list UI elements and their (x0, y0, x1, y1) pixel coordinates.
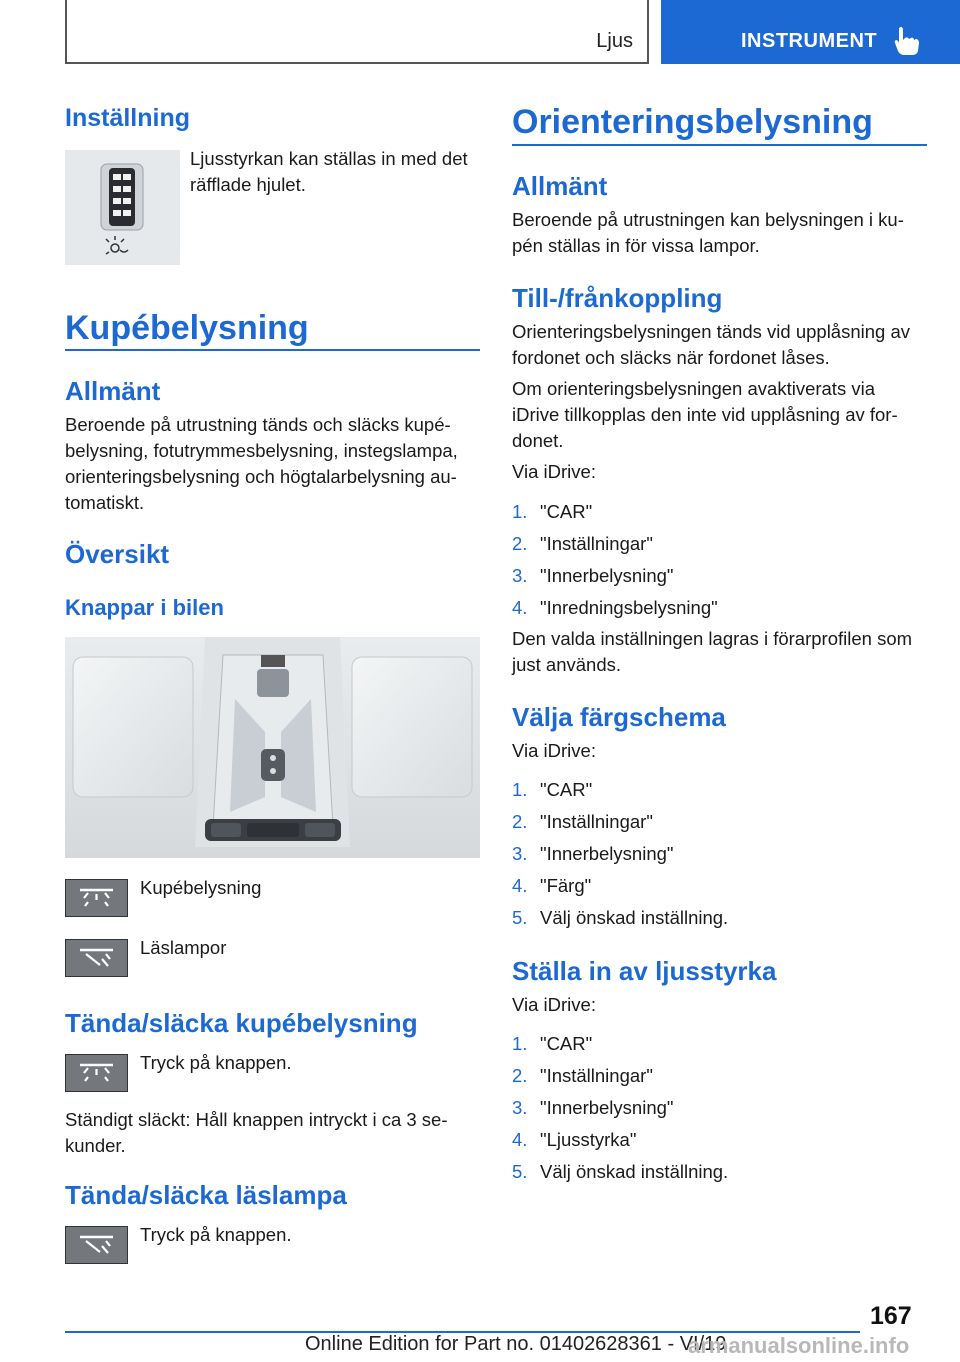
list-item: 3. "Innerbelysning" (512, 565, 674, 586)
ljusstyrka-heading: Ställa in av ljusstyrka (512, 956, 777, 986)
r-allmant-text: Beroende på utrustningen kan belysningen i ku-pén ställas in för vissa lampor. (512, 209, 904, 256)
standigt-text: Ständigt släckt: Håll knappen intryckt i ca 3 se-kunder. (65, 1109, 448, 1156)
steps-list-3 (512, 1031, 927, 1191)
orienteringsbelysning-heading: Orienteringsbelysning (512, 103, 873, 141)
overhead-console-image (65, 637, 480, 858)
header-chapter-title: INSTRUMENT (741, 30, 878, 52)
allmant-heading: Allmänt (65, 376, 161, 406)
interior-light-button-icon (65, 879, 128, 917)
till-text-1: Orienteringsbelysningen tänds vid upplåsning av fordonet och släcks när fordonet låses. (512, 321, 911, 368)
btn1-label: Kupébelysning (140, 877, 262, 898)
via-idrive-1: Via iDrive: (512, 461, 596, 482)
list-item: 4. "Ljusstyrka" (512, 1129, 637, 1150)
farg-heading: Välja färgschema (512, 702, 726, 732)
knappar-heading: Knappar i bilen (65, 595, 224, 620)
list-item: 5. Välj önskad inställning. (512, 907, 729, 928)
list-item: 5. Välj önskad inställning. (512, 1161, 729, 1182)
reading-light-button-icon (65, 1226, 128, 1264)
pointing-hand-icon (893, 26, 921, 56)
list-item: 4. "Inredningsbelysning" (512, 597, 718, 618)
list-item: 2. "Inställningar" (512, 811, 653, 832)
list-item: 2. "Inställningar" (512, 533, 653, 554)
interior-light-button-icon (65, 1054, 128, 1092)
watermark: armanualsonline.info (688, 1333, 910, 1358)
tanda-kupe-heading: Tända/släcka kupébelysning (65, 1008, 418, 1038)
header-section-box (65, 0, 649, 64)
dimmer-wheel-image (65, 150, 180, 265)
reading-light-button-icon (65, 939, 128, 977)
list-item: 4. "Färg" (512, 875, 592, 896)
section-rule (65, 349, 480, 351)
header-section-title: Ljus (596, 30, 633, 52)
page-number: 167 (870, 1302, 912, 1330)
tanda-las-text: Tryck på knappen. (140, 1224, 292, 1245)
kupebelysning-heading: Kupébelysning (65, 309, 309, 347)
installning-heading: Inställning (65, 104, 190, 132)
tanda-kupe-text: Tryck på knappen. (140, 1052, 292, 1073)
till-heading: Till-/frånkoppling (512, 283, 723, 313)
list-item: 1. "CAR" (512, 501, 593, 522)
lagras-text: Den valda inställningen lagras i förarprofilen som just används. (512, 628, 913, 675)
till-text-2: Om orienteringsbelysningen avaktiverats via iDrive tillkopplas den inte vid upplåsning av for-donet. (512, 378, 898, 451)
list-item: 1. "CAR" (512, 779, 593, 800)
list-item: 3. "Innerbelysning" (512, 1097, 674, 1118)
list-item: 2. "Inställningar" (512, 1065, 653, 1086)
btn2-label: Läslampor (140, 937, 227, 958)
tanda-las-heading: Tända/släcka läslampa (65, 1180, 347, 1210)
via-idrive-2: Via iDrive: (512, 740, 596, 761)
r-allmant-heading: Allmänt (512, 171, 608, 201)
steps-list-1 (512, 499, 927, 627)
via-idrive-3: Via iDrive: (512, 994, 596, 1015)
installning-text: Ljusstyrkan kan ställas in med det räfflade hjulet. (190, 148, 468, 195)
oversikt-heading: Översikt (65, 539, 170, 569)
steps-list-2 (512, 777, 927, 937)
list-item: 1. "CAR" (512, 1033, 593, 1054)
allmant-text: Beroende på utrustning tänds och släcks kupé-belysning, fotutrymmesbelysning, instegslampa, orienteringsbelysning och högtalarbelysning au-tomatiskt. (65, 414, 458, 513)
edition-text: Online Edition for Part no. 01402628361 - VI/19 (305, 1333, 727, 1355)
list-item: 3. "Innerbelysning" (512, 843, 674, 864)
section-rule (512, 144, 927, 146)
